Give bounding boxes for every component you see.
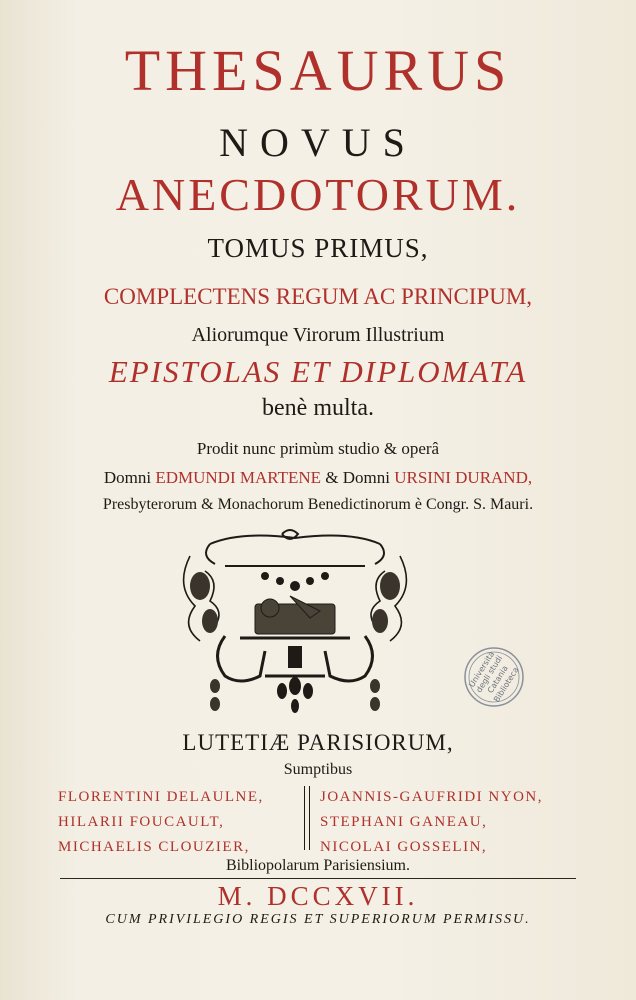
and-domni-label: & Domni	[325, 468, 390, 487]
author-name-2: URSINI DURAND,	[394, 468, 533, 487]
presbyters-line: Presbyterorum & Monachorum Benedictinorum è Congr. S. Mauri.	[102, 496, 534, 513]
publisher-name: FLORENTINI DELAULNE,	[58, 789, 264, 805]
volume-label: TOMUS PRIMUS,	[207, 233, 429, 263]
title-line-2: NOVUS	[219, 120, 417, 165]
publication-date: M. DCCXVII.	[217, 881, 419, 911]
domni-label: Domni	[103, 468, 152, 487]
author-name-1: EDMUNDI MARTENE	[155, 468, 322, 487]
printer-vignette	[170, 526, 420, 721]
publishers-right-column	[320, 790, 580, 865]
publisher-name: HILARII FOUCAULT,	[58, 814, 225, 830]
prodit-line: Prodit nunc primùm studio & operâ	[196, 439, 440, 458]
stamp-text: Università degli studi Catania Biblioteca	[466, 649, 521, 704]
title-line-3: ANECDOTORUM.	[115, 169, 521, 220]
publisher-name: JOANNIS-GAUFRIDI NYON,	[320, 789, 543, 805]
authors-line	[0, 469, 636, 486]
publisher-name: STEPHANI GANEAU,	[320, 814, 488, 830]
sumptibus-label: Sumptibus	[283, 761, 353, 778]
subtitle-line-1: COMPLECTENS REGUM AC PRINCIPUM,	[103, 284, 533, 309]
publishers-divider	[304, 786, 310, 850]
publishers-left-column	[58, 790, 304, 865]
publisher-name: MICHAELIS CLOUZIER,	[58, 839, 250, 855]
publisher-name: NICOLAI GOSSELIN,	[320, 839, 488, 855]
privilege-line: CUM PRIVILEGIO REGIS ET SUPERIORUM PERMISSU.	[105, 912, 531, 927]
imprint-place: LUTETIÆ PARISIORUM,	[182, 730, 454, 755]
rule-top	[60, 878, 576, 879]
subtitle-line-3: EPISTOLAS ET DIPLOMATA	[108, 354, 528, 389]
bibliopolarum-line: Bibliopolarum Parisiensium.	[226, 857, 410, 874]
title-line-1: THESAURUS	[124, 38, 512, 103]
subtitle-line-2: Aliorumque Virorum Illustrium	[191, 324, 445, 346]
library-stamp	[463, 646, 525, 708]
subtitle-line-4: benè multa.	[262, 395, 374, 421]
